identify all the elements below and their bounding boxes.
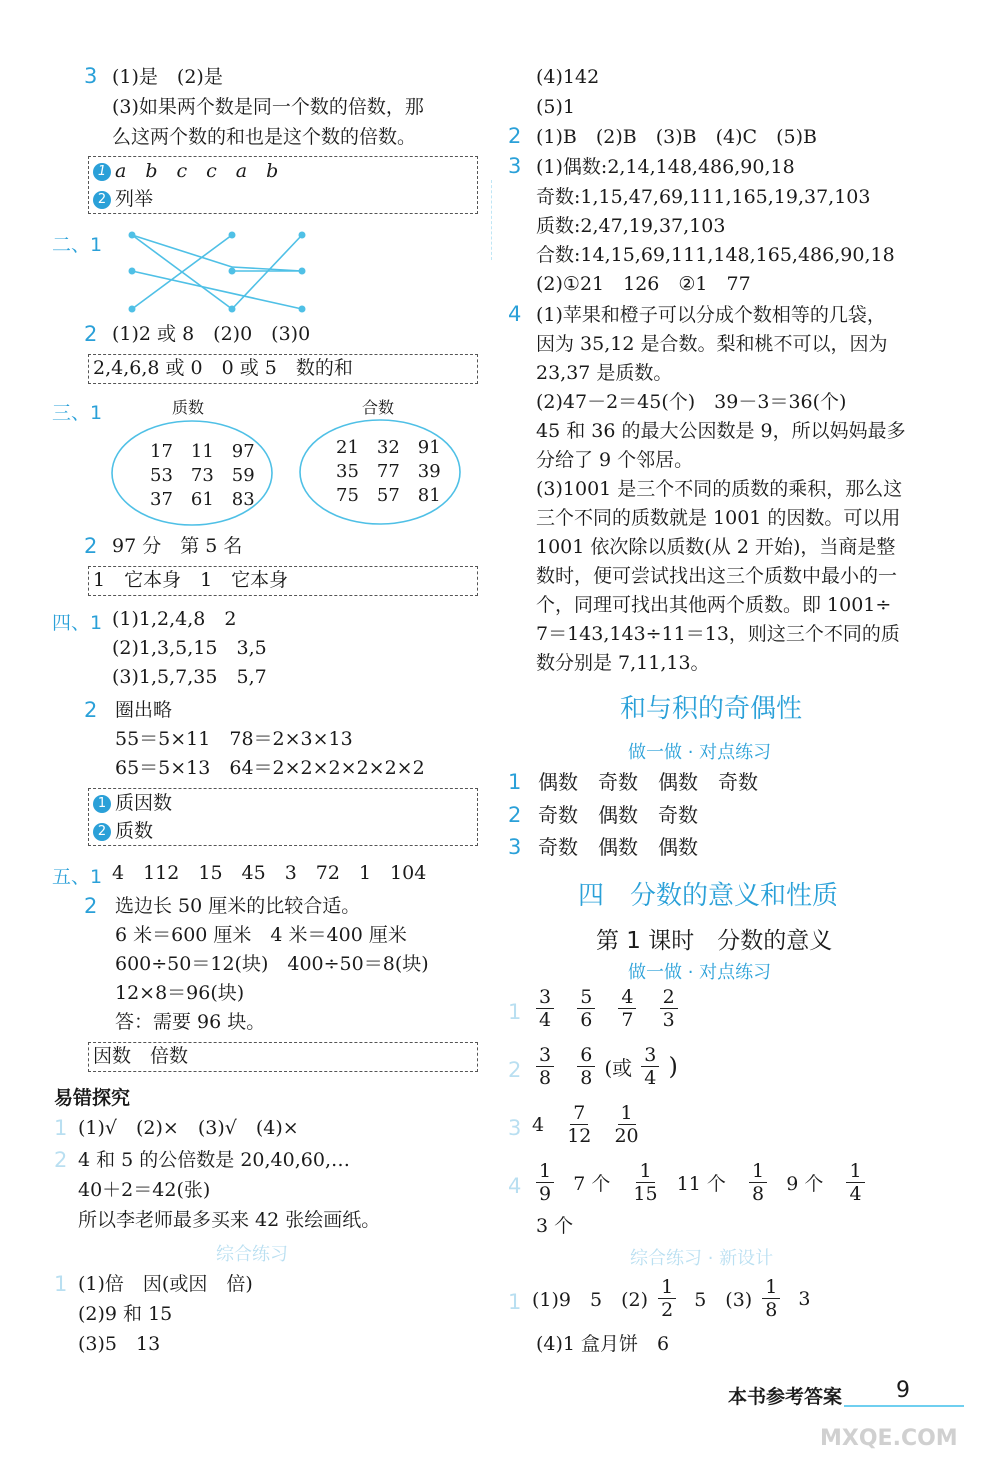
fraction: $\frac{1}{2}$ [658, 1276, 676, 1321]
f1-number: 1 [508, 1000, 522, 1024]
box5-text: 因数 倍数 [93, 1045, 189, 1067]
z1-line [532, 1276, 811, 1321]
box2-text: 2,4,6,8 或 0 0 或 5 数的和 [93, 357, 353, 379]
composite-row: 75 57 81 [336, 485, 441, 506]
r-line1: (4)142 [536, 66, 600, 88]
z1-line4: (4)1 盒月饼 6 [536, 1333, 670, 1355]
practice-subheading-2: 做一做 · 对点练习 [628, 962, 772, 983]
s2-q2-number: 2 [84, 322, 98, 346]
answer-box-2 [88, 354, 478, 384]
r-q3-number: 3 [508, 154, 522, 178]
answer-box-5 [88, 1042, 478, 1072]
r-q3-line1: (1)偶数:2,14,148,486,90,18 [536, 156, 795, 178]
watermark: MXQE.COM [820, 1426, 958, 1451]
r-q4-line1: (1)苹果和橙子可以分成个数相等的几袋， [536, 304, 886, 326]
f4-trailing: 3 个 [536, 1215, 574, 1237]
box4-line2: 2 质数 [93, 817, 153, 846]
fraction: $\frac{1}{4}$ [846, 1160, 864, 1205]
composite-row: 21 32 91 [336, 437, 441, 458]
p1-number: 1 [508, 770, 522, 794]
fraction: $\frac{3}{4}$ [641, 1044, 659, 1089]
comprehensive-title: 综合练习 [216, 1244, 288, 1265]
s5-line1: 4 112 15 45 3 72 1 104 [112, 862, 427, 884]
r-q3-line3: 质数:2,47,19,37,103 [536, 215, 726, 237]
q3-line2: (3)如果两个数是同一个数的倍数，那 [112, 96, 424, 118]
circled-number-1: 1 [93, 795, 111, 813]
or-text: (或 [604, 1056, 633, 1080]
box3-text: 1 它本身 1 它本身 [93, 569, 289, 591]
answer-box-4 [88, 788, 478, 846]
q3-line3: 么这两个数的和也是这个数的倍数。 [112, 126, 417, 148]
zh-1-line2: (2)9 和 15 [78, 1303, 173, 1325]
z1-number: 1 [508, 1290, 522, 1314]
r-q4-line3: 23,37 是质数。 [536, 362, 673, 384]
f4-number: 4 [508, 1174, 522, 1198]
r-q4-line11: 个，同理可找出其他两个质数。即 1001÷ [536, 594, 892, 616]
p2-number: 2 [508, 803, 522, 827]
err-1-number: 1 [54, 1116, 68, 1140]
r-q4-line5: 45 和 36 的最大公因数是 9，所以妈妈最多 [536, 420, 906, 442]
zh-1-number: 1 [54, 1272, 68, 1296]
circled-number-2: 2 [93, 823, 111, 841]
prime-numbers-set [150, 440, 255, 512]
r-q4-number: 4 [508, 302, 522, 326]
r-q3-line2: 奇数:1,15,47,69,111,165,19,37,103 [536, 186, 871, 208]
r-q2-text: (1)B (2)B (3)B (4)C (5)B [536, 126, 817, 148]
fraction: $\frac{3}{8}$ [536, 1044, 554, 1089]
err-2-line1: 4 和 5 的公倍数是 20,40,60,… [78, 1149, 350, 1171]
footer-title: 本书参考答案 [728, 1386, 843, 1408]
r-q4-line4: (2)47－2＝45(个) 39－3＝36(个) [536, 391, 847, 413]
column-divider [491, 180, 492, 260]
p2-text: 奇数 偶数 奇数 [538, 803, 698, 827]
fraction: $\frac{3}{4}$ [536, 986, 554, 1031]
z1-part: (1)9 5 (2) [532, 1289, 649, 1311]
section-4-label: 四、1 [52, 612, 103, 634]
fraction: $\frac{1}{15}$ [633, 1160, 658, 1205]
p3-text: 奇数 偶数 偶数 [538, 835, 698, 859]
fraction: $\frac{5}{6}$ [577, 986, 595, 1031]
box1-line1: 1 a b c c a b [93, 157, 278, 186]
s4-line3: (3)1,5,7,35 5,7 [112, 666, 267, 688]
err-2-line2: 40＋2＝42(张) [78, 1179, 211, 1201]
s4-line5: 65＝5×13 64＝2×2×2×2×2×2 [115, 757, 425, 779]
f4-count: 11 个 [676, 1173, 726, 1195]
footer-rule [844, 1405, 964, 1407]
f4-fractions [532, 1160, 869, 1205]
zh-1-line1: (1)倍 因(或因 倍) [78, 1273, 253, 1295]
section-5-label: 五、1 [52, 866, 103, 888]
page-number: 9 [896, 1378, 910, 1403]
unit-heading: 四 分数的意义和性质 [578, 881, 839, 911]
s4-q2-text: 圈出略 [115, 699, 173, 721]
section-2-label: 二、1 [52, 234, 103, 256]
f1-fractions [532, 986, 682, 1031]
section-heading-parity: 和与积的奇偶性 [620, 694, 803, 724]
z1-part: 5 (3) [694, 1289, 753, 1311]
s4-q2-number: 2 [84, 698, 98, 722]
prime-row: 53 73 59 [150, 465, 255, 486]
box1-line2: 2 列举 [93, 185, 153, 214]
z1-part: 3 [798, 1287, 811, 1310]
s5-line5: 12×8＝96(块) [115, 982, 245, 1004]
f3-number: 3 [508, 1116, 522, 1140]
r-q4-line2: 因为 35,12 是合数。梨和桃不可以，因为 [536, 333, 888, 355]
composite-numbers-set [336, 436, 441, 508]
r-q4-line12: 7＝143,143÷11＝13，则这三个不同的质 [536, 623, 900, 645]
fraction: $\frac{7}{12}$ [567, 1102, 592, 1147]
fraction: $\frac{2}{3}$ [660, 986, 678, 1031]
fraction: $\frac{6}{8}$ [577, 1044, 595, 1089]
answer-box-3 [88, 566, 478, 596]
r-q4-line8: 三个不同的质数就是 1001 的因数。可以用 [536, 507, 901, 529]
prime-row: 17 11 97 [150, 441, 255, 462]
s5-q2-number: 2 [84, 894, 98, 918]
p3-number: 3 [508, 835, 522, 859]
r-line2: (5)1 [536, 96, 576, 118]
r-q3-line4: 合数:14,15,69,111,148,165,486,90,18 [536, 244, 895, 266]
fraction: $\frac{1}{8}$ [762, 1276, 780, 1321]
circled-number-1: 1 [93, 163, 111, 181]
practice-subheading: 做一做 · 对点练习 [628, 742, 772, 763]
err-2-number: 2 [54, 1148, 68, 1172]
f4-count: 9 个 [786, 1173, 824, 1195]
r-q3-line5: (2)①21 126 ②1 77 [536, 273, 751, 295]
zh-1-line3: (3)5 13 [78, 1333, 161, 1355]
s3-q2-number: 2 [84, 534, 98, 558]
s3-q2-text: 97 分 第 5 名 [112, 535, 243, 557]
close-paren: ) [668, 1052, 678, 1081]
r-q4-line7: (3)1001 是三个不同的质数的乘积，那么这 [536, 478, 903, 500]
matching-lines-diagram [120, 225, 320, 320]
r-q4-line9: 1001 依次除以质数(从 2 开始)，当商是整 [536, 536, 896, 558]
f2-fractions [532, 1044, 678, 1089]
r-q4-line13: 数分别是 7,11,13。 [536, 652, 710, 674]
prime-row: 37 61 83 [150, 489, 255, 510]
answer-box-1 [88, 156, 478, 214]
f4-count: 7 个 [573, 1173, 611, 1195]
error-inquiry-title: 易错探究 [54, 1087, 131, 1109]
s4-line4: 55＝5×11 78＝2×3×13 [115, 728, 353, 750]
err-1-text: (1)√ (2)× (3)√ (4)× [78, 1117, 299, 1139]
f3-fractions [532, 1102, 643, 1147]
s2-q2-text: (1)2 或 8 (2)0 (3)0 [112, 323, 311, 345]
r-q4-line10: 数时，便可尝试找出这三个质数中最小的一 [536, 565, 898, 587]
composite-set-label: 合数 [362, 398, 395, 417]
fraction: $\frac{4}{7}$ [618, 986, 636, 1031]
s4-line2: (2)1,3,5,15 3,5 [112, 637, 267, 659]
fraction: $\frac{1}{20}$ [614, 1102, 639, 1147]
q3-line1: (1)是 (2)是 [112, 66, 223, 88]
circled-number-2: 2 [93, 191, 111, 209]
p1-text: 偶数 奇数 偶数 奇数 [538, 770, 758, 794]
fraction: $\frac{1}{8}$ [749, 1160, 767, 1205]
f3-lead: 4 [532, 1113, 545, 1136]
s4-line1: (1)1,2,4,8 2 [112, 608, 237, 630]
r-q4-line6: 分给了 9 个邻居。 [536, 449, 694, 471]
section-3-label: 三、1 [52, 402, 103, 424]
lesson-heading: 第 1 课时 分数的意义 [596, 928, 833, 954]
err-2-line3: 所以李老师最多买来 42 张绘画纸。 [78, 1209, 381, 1231]
s5-line3: 6 米＝600 厘米 4 米＝400 厘米 [115, 924, 407, 946]
r-q2-number: 2 [508, 124, 522, 148]
comprehensive-new-title: 综合练习 · 新设计 [630, 1248, 774, 1269]
f2-number: 2 [508, 1058, 522, 1082]
box4-line1: 1 质因数 [93, 789, 172, 818]
composite-row: 35 77 39 [336, 461, 441, 482]
fraction: $\frac{1}{9}$ [536, 1160, 554, 1205]
prime-set-label: 质数 [172, 398, 205, 417]
s5-line4: 600÷50＝12(块) 400÷50＝8(块) [115, 953, 429, 975]
s5-line6: 答：需要 96 块。 [115, 1011, 266, 1033]
q3-number: 3 [84, 64, 98, 88]
s5-q2-text: 选边长 50 厘米的比较合适。 [115, 895, 361, 917]
